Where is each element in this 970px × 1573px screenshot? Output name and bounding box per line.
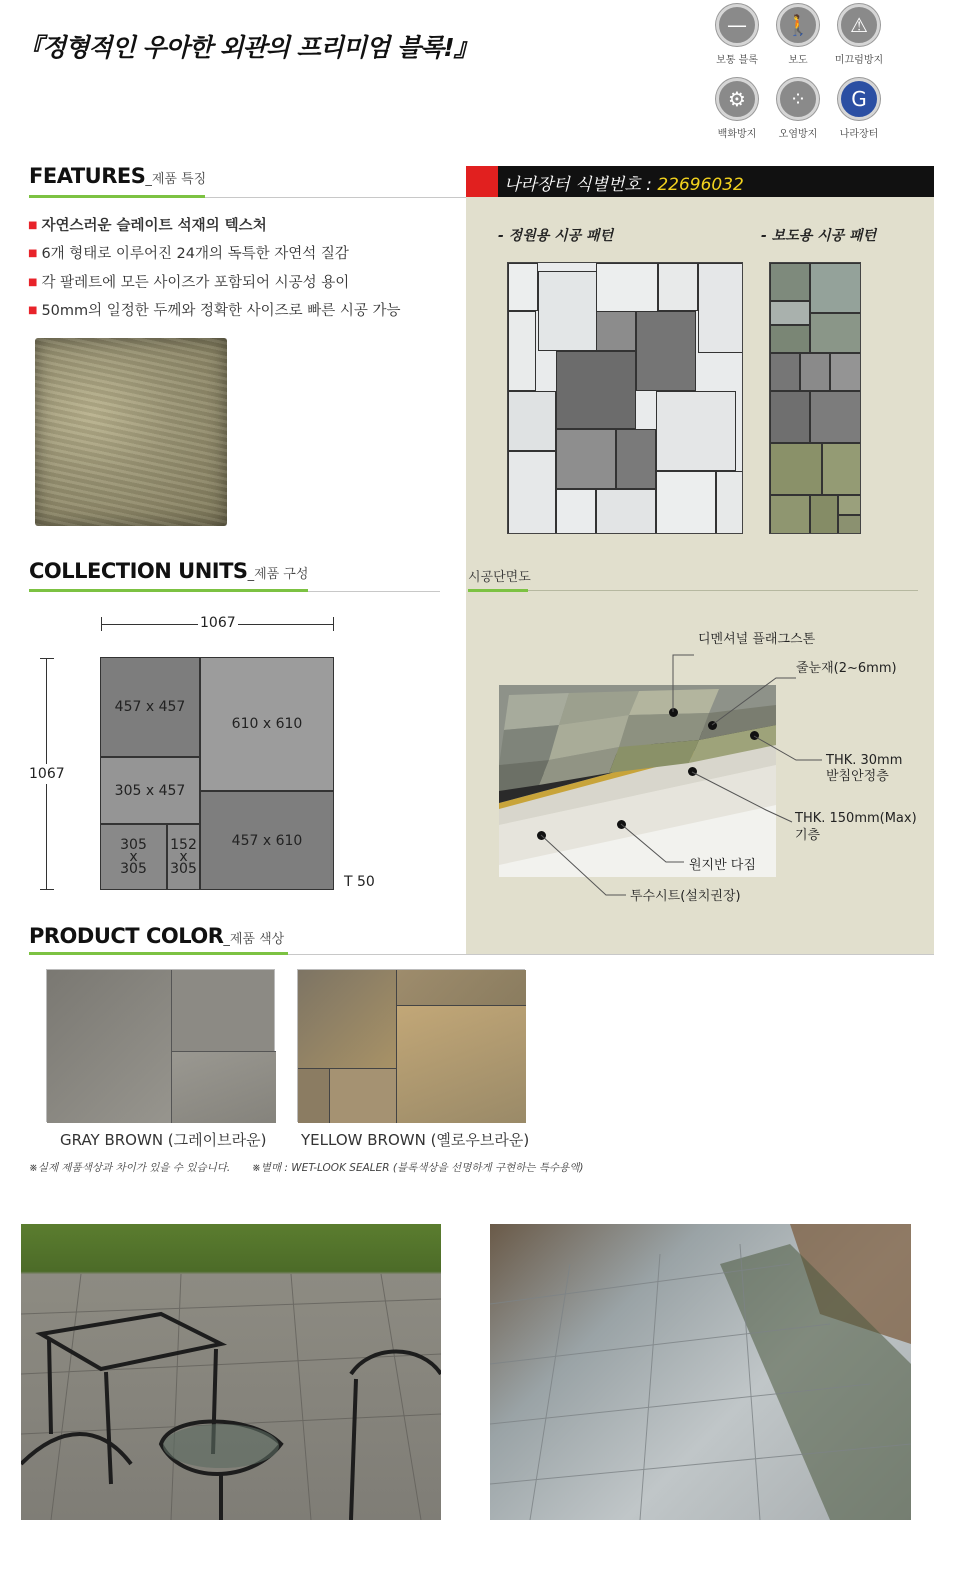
- color-subtitle: _제품 색상: [223, 932, 285, 947]
- badge-anti-slip: [828, 4, 890, 66]
- stone-texture-image: [35, 338, 227, 526]
- badge-label: 백화방지: [717, 129, 757, 140]
- badge-efflorescence: [706, 78, 768, 140]
- unit-457x457: 457 x 457: [100, 657, 200, 757]
- badge-anti-stain: [767, 78, 829, 140]
- color-title: PRODUCT COLOR: [29, 924, 224, 948]
- label-joint: 줄눈재(2~6mm): [796, 661, 897, 676]
- patio-photo: [21, 1224, 441, 1520]
- color-heading: [29, 924, 284, 948]
- sidewalk-pattern-diagram: [769, 262, 861, 534]
- unit-610x610-a: 610 x 610: [200, 657, 334, 791]
- features-accent-line: [29, 195, 205, 198]
- collection-title: COLLECTION UNITS: [29, 559, 248, 583]
- label-base-thk: THK. 150mm(Max): [795, 811, 917, 826]
- badge-label: 보도: [788, 55, 808, 66]
- gear-icon: ⚙: [716, 78, 758, 120]
- pedestrian-icon: 🚶: [777, 4, 819, 46]
- label-subgrade: 원지반 다짐: [689, 858, 756, 873]
- dots-circle-icon: ⁘: [777, 78, 819, 120]
- badge-normal-block: [706, 4, 768, 66]
- collection-subtitle: _제품 구성: [247, 567, 309, 582]
- list-item: ■ 6개 형태로 이루어진 24개의 독특한 자연석 질감: [28, 246, 349, 262]
- unit-152x305: 152 x 305: [167, 824, 200, 890]
- collection-accent-line: [29, 589, 308, 592]
- sealer-note: ※별매 : WET-LOOK SEALER (블록색상을 선명하게 구현하는 특수용액): [252, 1162, 584, 1174]
- unit-305x457: 305 x 457: [100, 757, 200, 824]
- garden-pattern-diagram: [507, 262, 743, 534]
- collection-units-diagram: [100, 657, 334, 890]
- features-title: FEATURES: [29, 164, 146, 188]
- dim-tick: [333, 617, 334, 631]
- id-label: 나라장터 식별번호 :: [504, 175, 658, 195]
- walkway-photo: [490, 1224, 911, 1520]
- procurement-logo-icon: G: [838, 78, 880, 120]
- sidewalk-pattern-label: - 보도용 시공 패턴: [761, 228, 877, 244]
- swatch-label: YELLOW BROWN (옐로우브라운): [301, 1131, 530, 1149]
- minus-circle-icon: —: [716, 4, 758, 46]
- label-flagstone: 디멘셔널 플래그스톤: [698, 632, 816, 647]
- unit-305x305: 305 x 305: [100, 824, 167, 890]
- badge-label: 나라장터: [839, 129, 879, 140]
- list-item: ■ 자연스러운 슬레이트 석재의 텍스처: [28, 217, 267, 234]
- dim-tick: [40, 658, 54, 659]
- swatch-yellow-brown: [297, 969, 525, 1122]
- dim-tick: [101, 617, 102, 631]
- features-list: [28, 212, 401, 325]
- badge-procurement: [828, 78, 890, 140]
- swatch-gray-brown: [46, 969, 275, 1122]
- list-item: ■ 50mm의 일정한 두께와 정확한 사이즈로 빠른 시공 가능: [28, 302, 401, 319]
- garden-pattern-label: - 정원용 시공 패턴: [498, 228, 614, 244]
- width-dimension: 1067: [200, 615, 236, 631]
- label-bedding: 받침안정층: [826, 769, 889, 784]
- swatch-label: GRAY BROWN (그레이브라운): [60, 1131, 267, 1149]
- procurement-id-bar: [466, 166, 934, 197]
- list-item: ■ 각 팔레트에 모든 사이즈가 포함되어 시공성 용이: [28, 274, 350, 291]
- badge-label: 미끄럼방지: [834, 55, 884, 66]
- badge-label: 오염방지: [778, 129, 818, 140]
- label-sheet: 투수시트(설치권장): [630, 889, 741, 904]
- section-accent-line: [468, 589, 528, 592]
- page-headline: 『정형적인 우아한 외관의 프리미엄 블록!』: [18, 33, 478, 62]
- thickness-label: T 50: [344, 874, 375, 890]
- unit-457x610: 457 x 610: [200, 791, 334, 890]
- label-bedding-thk: THK. 30mm: [826, 753, 903, 768]
- label-base: 기층: [795, 828, 821, 843]
- section-title: 시공단면도: [468, 570, 531, 585]
- features-heading: [29, 164, 206, 188]
- anti-slip-icon: ⚠: [838, 4, 880, 46]
- id-number: 22696032: [657, 175, 744, 195]
- color-disclaimer: ※실제 제품색상과 차이가 있을 수 있습니다.: [29, 1162, 231, 1174]
- badge-sidewalk: [767, 4, 829, 66]
- height-dimension: 1067: [29, 766, 65, 782]
- dim-tick: [40, 889, 54, 890]
- collection-heading: [29, 559, 308, 583]
- badge-label: 보통 블록: [716, 55, 758, 66]
- features-subtitle: _제품 특징: [145, 172, 207, 187]
- color-accent-line: [29, 952, 288, 955]
- divider: [468, 590, 918, 591]
- section-heading: [468, 566, 531, 585]
